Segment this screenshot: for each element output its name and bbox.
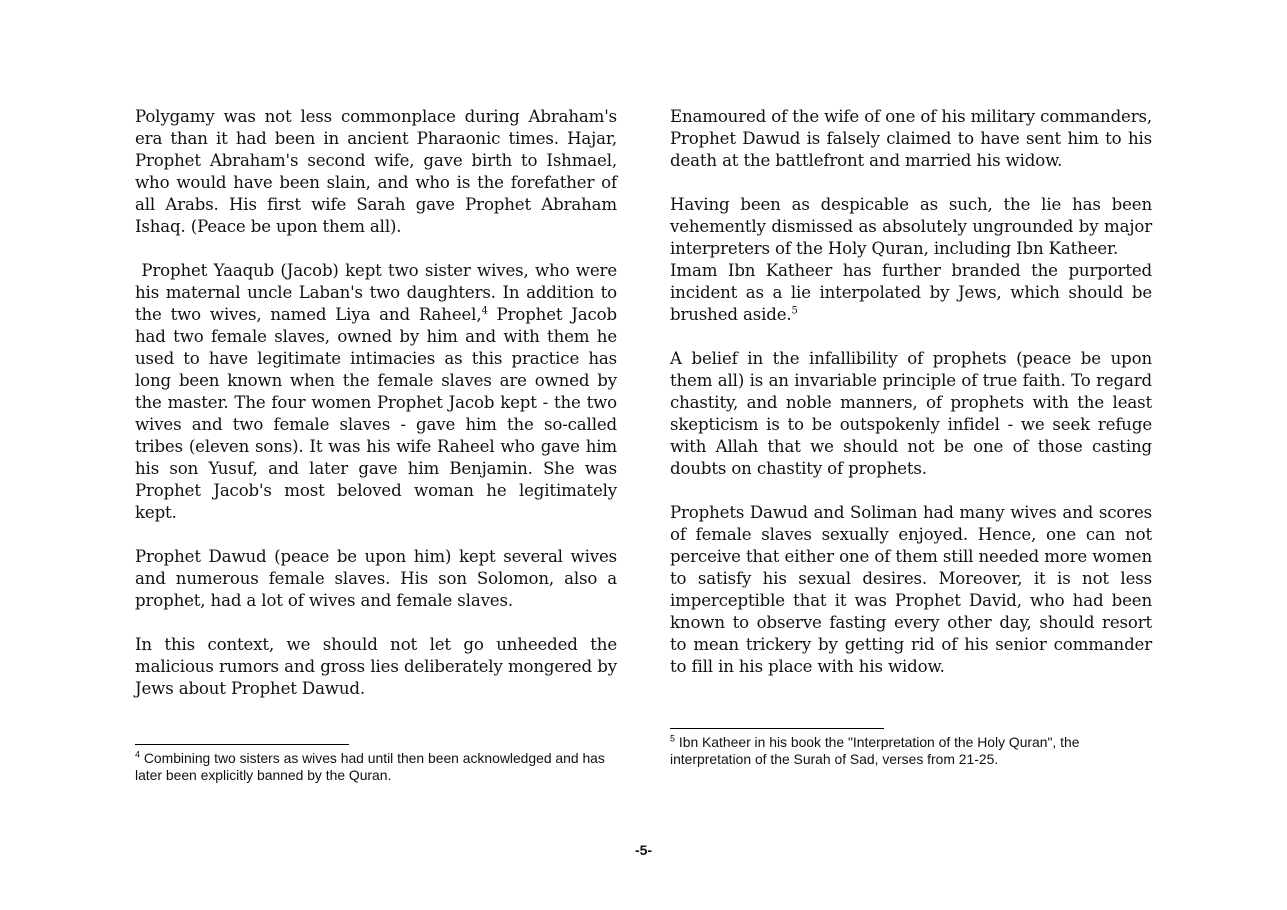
footnote-ref-5[interactable]: 5 <box>791 305 798 317</box>
footnote-ref-4[interactable]: 4 <box>481 305 488 317</box>
footnote-divider-right <box>670 728 884 729</box>
right-column <box>670 106 1152 700</box>
footnote-5-text: Ibn Katheer in his book the "Interpretation of the Holy Quran", the interpretation of the Surah of Sad, verses from 21-25. <box>670 734 1080 767</box>
footnote-5-mark: 5 <box>670 733 676 744</box>
footnote-divider-left <box>135 744 349 745</box>
paragraph-dawud-soliman: Prophets Dawud and Soliman had many wives and scores of female slaves sexually enjoyed. Hence, one can not perceive that either one of them still needed more women to satisfy his sexual desires. Moreover, it is not less imperceptible that it was Prophet David, who had been known to observe fasting every other day, should resort to mean trickery by getting rid of his senior commander to fill in his place with his widow. <box>670 503 1152 676</box>
page-number: -5- <box>634 842 653 858</box>
paragraph-jacob-text-2: Prophet Jacob had two female slaves, owned by him and with them he used to have legitimate intimacies as this practice has long been known when the female slaves are owned by the master. The four women Prophet Jacob kept - the two wives and two female slaves - gave him the so-called tribes (eleven sons). It was his wife Raheel who gave him his son Yusuf, and later gave him Benjamin. She was Prophet Jacob's most beloved woman he legitimately kept. <box>135 305 617 522</box>
paragraph-ibn-katheer-text: Imam Ibn Katheer has further branded the purported incident as a lie interpolated by Jews, which should be brushed aside. <box>670 261 1152 324</box>
paragraph-dawud-wives: Prophet Dawud (peace be upon him) kept several wives and numerous female slaves. His son Solomon, also a prophet, had a lot of wives and female slaves. <box>135 547 617 610</box>
paragraph-ibn-katheer <box>670 260 1152 326</box>
footnote-5 <box>670 734 1152 768</box>
paragraph-jacob <box>135 260 617 524</box>
paragraph-infallibility: A belief in the infallibility of prophets (peace be upon them all) is an invariable principle of true faith. To regard chastity, and noble manners, of prophets with the least skepticism is to be outspokenly infidel - we seek refuge with Allah that we should not be one of those casting doubts on chastity of prophets. <box>670 349 1152 478</box>
paragraph-jacob-text-1: Prophet Yaaqub (Jacob) kept two sister wives, who were his maternal uncle Laban's two daughters. In addition to the two wives, named Liya and Raheel, <box>135 261 617 324</box>
left-column <box>135 106 617 722</box>
paragraph-despicable: Having been as despicable as such, the lie has been vehemently dismissed as absolutely ungrounded by major interpreters of the Holy Quran, including Ibn Katheer. <box>670 195 1152 258</box>
paragraph-abraham: Polygamy was not less commonplace during Abraham's era than it had been in ancient Pharaonic times. Hajar, Prophet Abraham's second wife, gave birth to Ishmael, who would have been slain, and who is the forefather of all Arabs. His first wife Sarah gave Prophet Abraham Ishaq. (Peace be upon them all). <box>135 107 617 236</box>
paragraph-enamoured: Enamoured of the wife of one of his military commanders, Prophet Dawud is falsely claimed to have sent him to his death at the battlefront and married his widow. <box>670 107 1152 170</box>
footnote-4-text: Combining two sisters as wives had until then been acknowledged and has later been explicitly banned by the Quran. <box>135 750 605 783</box>
footnote-4 <box>135 750 617 784</box>
footnote-4-mark: 4 <box>135 749 141 760</box>
paragraph-rumors: In this context, we should not let go unheeded the malicious rumors and gross lies deliberately mongered by Jews about Prophet Dawud. <box>135 635 617 698</box>
